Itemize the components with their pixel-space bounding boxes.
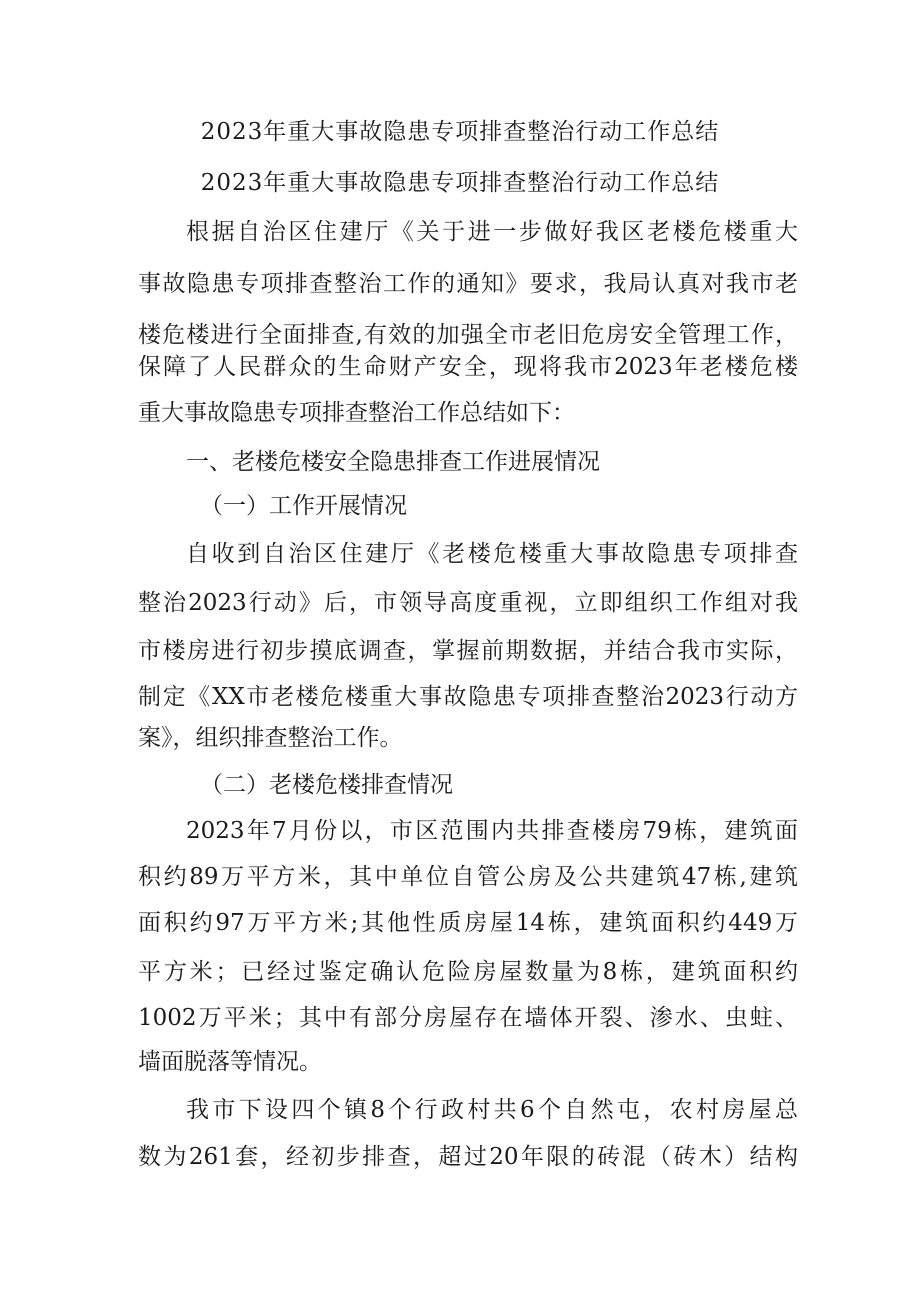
sub-1-line-1: 自收到自治区住建厅《老楼危楼重大事故隐患专项排查: [186, 541, 798, 567]
document-title: 2023年重大事故隐患专项排查整治行动工作总结: [200, 119, 720, 145]
sub-2-line-3: 面积约97万平方米;其他性质房屋14栋，建筑面积约449万: [138, 910, 798, 936]
intro-line-2: 事故隐患专项排查整治工作的通知》要求，我局认真对我市老: [138, 271, 798, 297]
sub-1-line-3: 市楼房进行初步摸底调查，掌握前期数据，并结合我市实际，: [138, 638, 798, 664]
intro-line-4: 保障了人民群众的生命财产安全，现将我市2023年老楼危楼: [138, 354, 798, 380]
subsection-1-heading: （一）工作开展情况: [200, 493, 407, 519]
sub-2-line-6: 墙面脱落等情况。: [138, 1049, 322, 1075]
sub-2-para-2-line-2: 数为261套，经初步排查，超过20年限的砖混（砖木）结构: [138, 1144, 798, 1170]
sub-1-line-4: 制定《XX市老楼危楼重大事故隐患专项排查整治2023行动方: [138, 684, 798, 710]
intro-line-5: 重大事故隐患专项排查整治工作总结如下：: [138, 400, 575, 426]
sub-1-line-5: 案》，组织排查整治工作。: [138, 725, 403, 751]
sub-1-line-2: 整治2023行动》后，市领导高度重视，立即组织工作组对我: [138, 590, 798, 616]
sub-2-line-2: 积约89万平方米，其中单位自管公房及公共建筑47栋,建筑: [138, 864, 798, 890]
sub-2-line-4: 平方米；已经过鉴定确认危险房屋数量为8栋，建筑面积约: [138, 959, 798, 985]
sub-2-line-5: 1002万平米；其中有部分房屋存在墙体开裂、渗水、虫蛀、: [138, 1005, 798, 1031]
document-subtitle: 2023年重大事故隐患专项排查整治行动工作总结: [200, 170, 720, 196]
intro-line-1: 根据自治区住建厅《关于进一步做好我区老楼危楼重大: [186, 219, 798, 245]
sub-2-para-2-line-1: 我市下设四个镇8个行政村共6个自然屯，农村房屋总: [186, 1097, 798, 1123]
intro-line-3: 楼危楼进行全面排查,有效的加强全市老旧危房安全管理工作，: [138, 322, 798, 348]
section-1-heading: 一、老楼危楼安全隐患排查工作进展情况: [186, 449, 600, 475]
sub-2-line-1: 2023年7月份以，市区范围内共排查楼房79栋，建筑面: [186, 818, 798, 844]
subsection-2-heading: （二）老楼危楼排查情况: [200, 772, 453, 798]
